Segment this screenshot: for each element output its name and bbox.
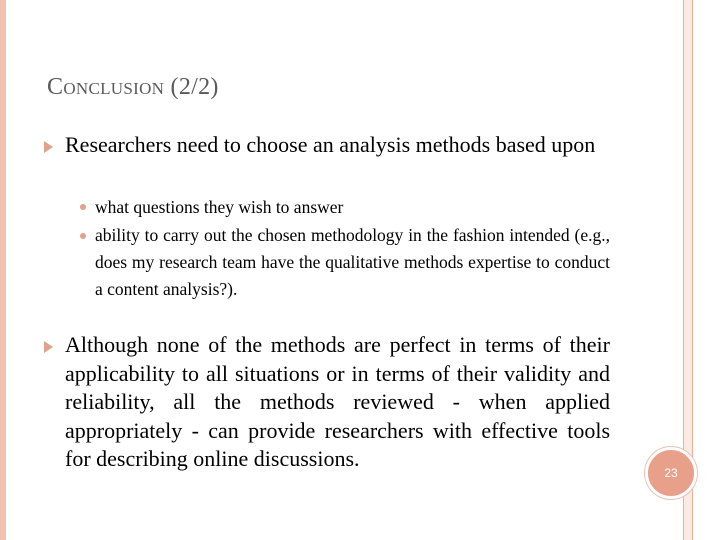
sub-bullet-1-text: what questions they wish to answer <box>95 197 344 217</box>
left-border-stripe <box>0 0 6 540</box>
sub-bullet-2-text: ability to carry out the chosen methodology in the fashion intended (e.g., does my research team have the qualitative methods expertise to conduct a content analysis?). <box>95 225 610 299</box>
sub-bullet-2-dot <box>80 233 86 239</box>
title-first-letter: C <box>47 74 64 100</box>
bullet-1-icon <box>43 141 54 153</box>
title-rest: onclusion <box>63 74 165 100</box>
slide-title <box>47 74 219 101</box>
sub-bullet-1-dot <box>80 204 86 210</box>
bullet-2-text: Although none of the methods are perfect in terms of their applicability to all situations or in terms of their validity and reliability, all the methods reviewed - when applied appropriately - can provide researchers with effective tools for describing online discussions. <box>65 332 610 471</box>
page-number-badge: 23 <box>645 447 697 499</box>
bullet-2-icon <box>43 341 54 353</box>
title-suffix: (2/2) <box>164 74 219 100</box>
bullet-1-text: Researchers need to choose an analysis methods based upon <box>65 132 596 157</box>
